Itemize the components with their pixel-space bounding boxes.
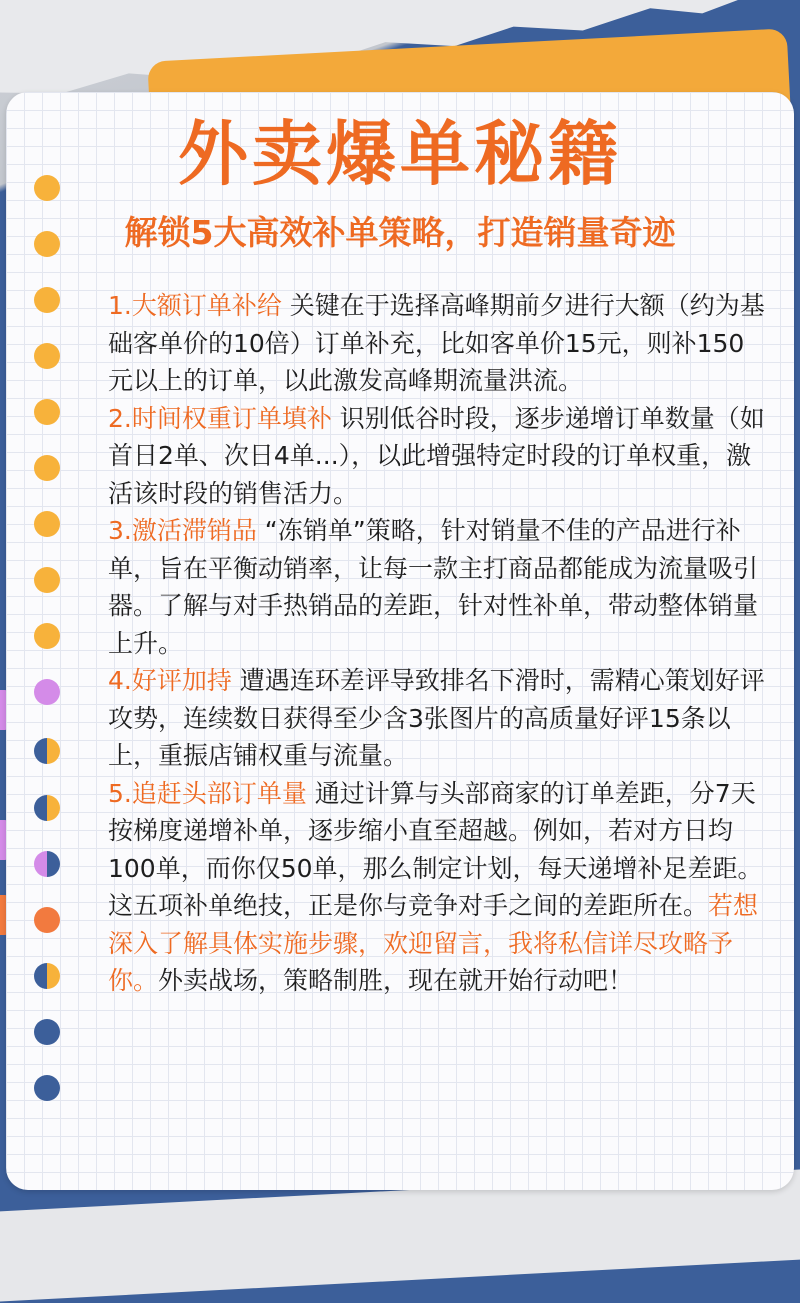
- closing-text: 这五项补单绝技，正是你与竞争对手之间的差距所在。: [108, 891, 709, 920]
- binder-dot: [34, 679, 60, 705]
- section-heading: 4.好评加持: [108, 666, 232, 695]
- binder-dot: [34, 851, 60, 877]
- page-title: 外卖爆单秘籍: [178, 113, 622, 195]
- section-5: [108, 775, 768, 888]
- binder-dot: [34, 511, 60, 537]
- section-text: 识别低谷时段，逐步递增订单数量（如首日2单、次日4单...），以此增强特定时段的订单权重，激活该时段的销售活力。: [108, 403, 765, 508]
- section-text: “冻销单”策略，针对销量不佳的产品进行补单，旨在平衡动销率，让每一款主打商品都能成为流量吸引器。了解与对手热销品的差距，针对性补单，带动整体销量上升。: [108, 516, 759, 658]
- section-4: [108, 662, 768, 775]
- binder-dot: [34, 1019, 60, 1045]
- binder-dot: [34, 287, 60, 313]
- binder-dot: [34, 1075, 60, 1101]
- section-heading: 2.时间权重订单填补: [108, 403, 332, 433]
- binder-dot: [34, 455, 60, 481]
- section-heading: 1.大额订单补给: [108, 291, 282, 320]
- section-2: [108, 400, 768, 513]
- article-body: [108, 287, 768, 1000]
- closing-text-end: 外卖战场，策略制胜，现在就开始行动吧！: [158, 966, 634, 995]
- page-subtitle: 解锁5大高效补单策略，打造销量奇迹: [124, 213, 676, 252]
- section-heading: 5.追赶头部订单量: [108, 778, 307, 808]
- binder-dot: [34, 567, 60, 593]
- closing-paragraph: [108, 887, 768, 1000]
- binder-dot: [34, 907, 60, 933]
- section-text: 通过计算与头部商家的订单差距，分7天按梯度递增补单，逐步缩小直至超越。例如，若对方日均100单，而你仅50单，那么制定计划，每天递增补足差距。: [108, 778, 763, 883]
- section-1: [108, 287, 768, 400]
- binder-dot: [34, 399, 60, 425]
- section-3: [108, 512, 768, 662]
- section-text: 关键在于选择高峰期前夕进行大额（约为基础客单价的10倍）订单补充，比如客单价15元，则补150元以上的订单，以此激发高峰期流量洪流。: [108, 291, 765, 395]
- closing-highlight: 若想深入了解具体实施步骤，欢迎留言，我将私信详尽攻略予你。: [108, 891, 759, 995]
- binder-dot: [34, 963, 60, 989]
- binder-dot: [34, 795, 60, 821]
- section-heading: 3.激活滞销品: [108, 516, 257, 545]
- binder-dot: [34, 623, 60, 649]
- binder-dot: [34, 738, 60, 764]
- section-text: 遭遇连环差评导致排名下滑时，需精心策划好评攻势，连续数日获得至少含3张图片的高质量好评15条以上，重振店铺权重与流量。: [108, 666, 765, 770]
- binder-dot: [34, 343, 60, 369]
